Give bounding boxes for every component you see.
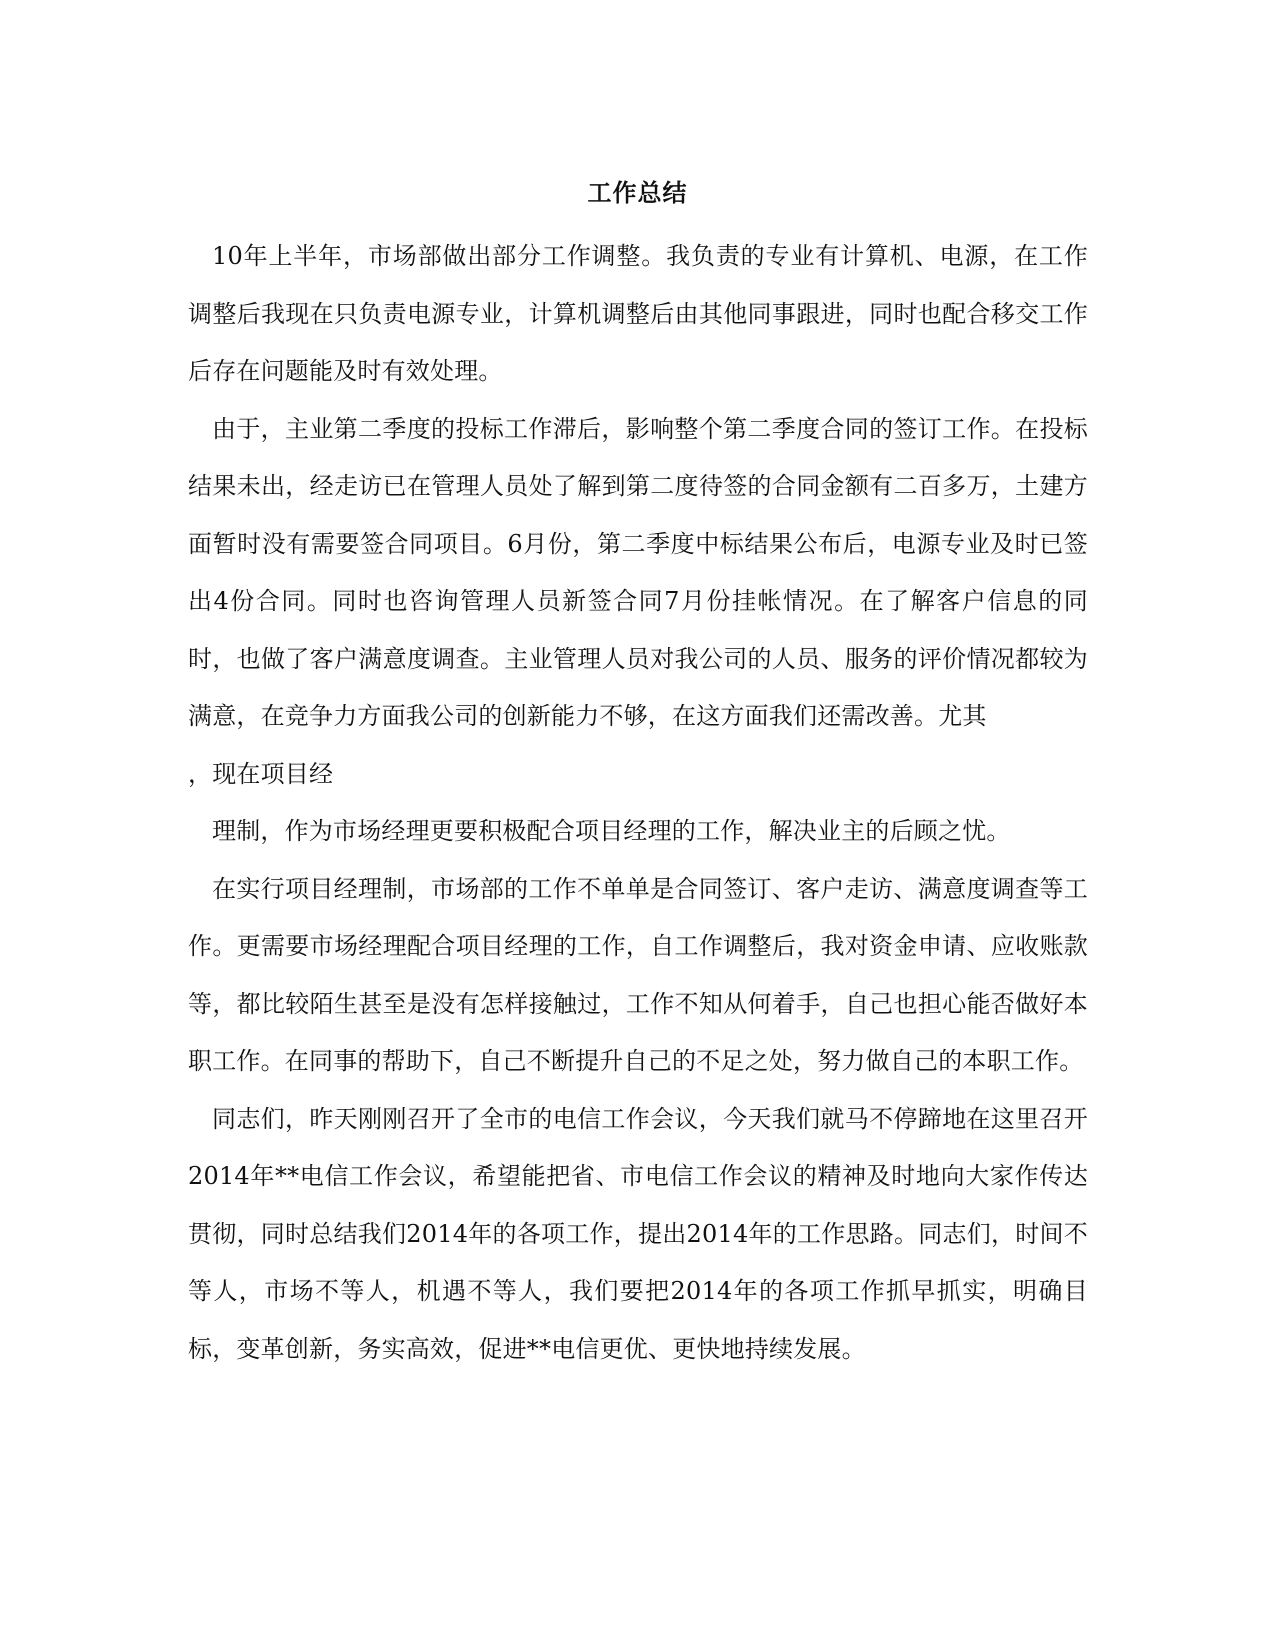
paragraph-second-quarter: 由于，主业第二季度的投标工作滞后，影响整个第二季度合同的签订工作。在投标结果未出，经走访已在管理人员处了解到第二度待签的合同金额有二百多万，土建方面暂时没有需要签合同项目。6月份，第二季度中标结果公布后，电源专业及时已签出4份合同。同时也咨询管理人员新签合同7月份挂帐情况。在了解客户信息的同时，也做了客户满意度调查。主业管理人员对我公司的人员、服务的评价情况都较为满意，在竞争力方面我公司的创新能力不够，在这方面我们还需改善。尤其 [188,414,1088,730]
paragraph-telecom-meeting: 同志们，昨天刚刚召开了全市的电信工作会议，今天我们就马不停蹄地在这里召开2014年**电信工作会议，希望能把省、市电信工作会议的精神及时地向大家作传达贯彻，同时总结我们2014年的各项工作，提出2014年的工作思路。同志们，时间不等人，市场不等人，机遇不等人，我们要把2014年的各项工作抓早抓实，明确目标，变革创新，务实高效，促进**电信更优、更快地持续发展。 [188,1104,1088,1363]
paragraph-project-manager: 理制，作为市场经理更要积极配合项目经理的工作，解决业主的后顾之忧。 [212,817,1011,845]
paragraph-work-adjustment: 10年上半年，市场部做出部分工作调整。我负责的专业有计算机、电源，在工作调整后我现在只负责电源专业，计算机调整后由其他同事跟进，同时也配合移交工作后存在问题能及时有效处理。 [188,242,1088,385]
paragraph-market-duties: 在实行项目经理制，市场部的工作不单单是合同签订、客户走访、满意度调查等工作。更需要市场经理配合项目经理的工作，自工作调整后，我对资金申请、应收账款等，都比较陌生甚至是没有怎样接触过，工作不知从何着手，自己也担心能否做好本职工作。在同事的帮助下，自己不断提升自己的不足之处，努力做自己的本职工作。 [188,874,1088,1075]
document-title: 工作总结 [587,178,688,207]
paragraph-fragment: ，现在项目经 [188,759,334,788]
document-body [188,228,1088,1378]
